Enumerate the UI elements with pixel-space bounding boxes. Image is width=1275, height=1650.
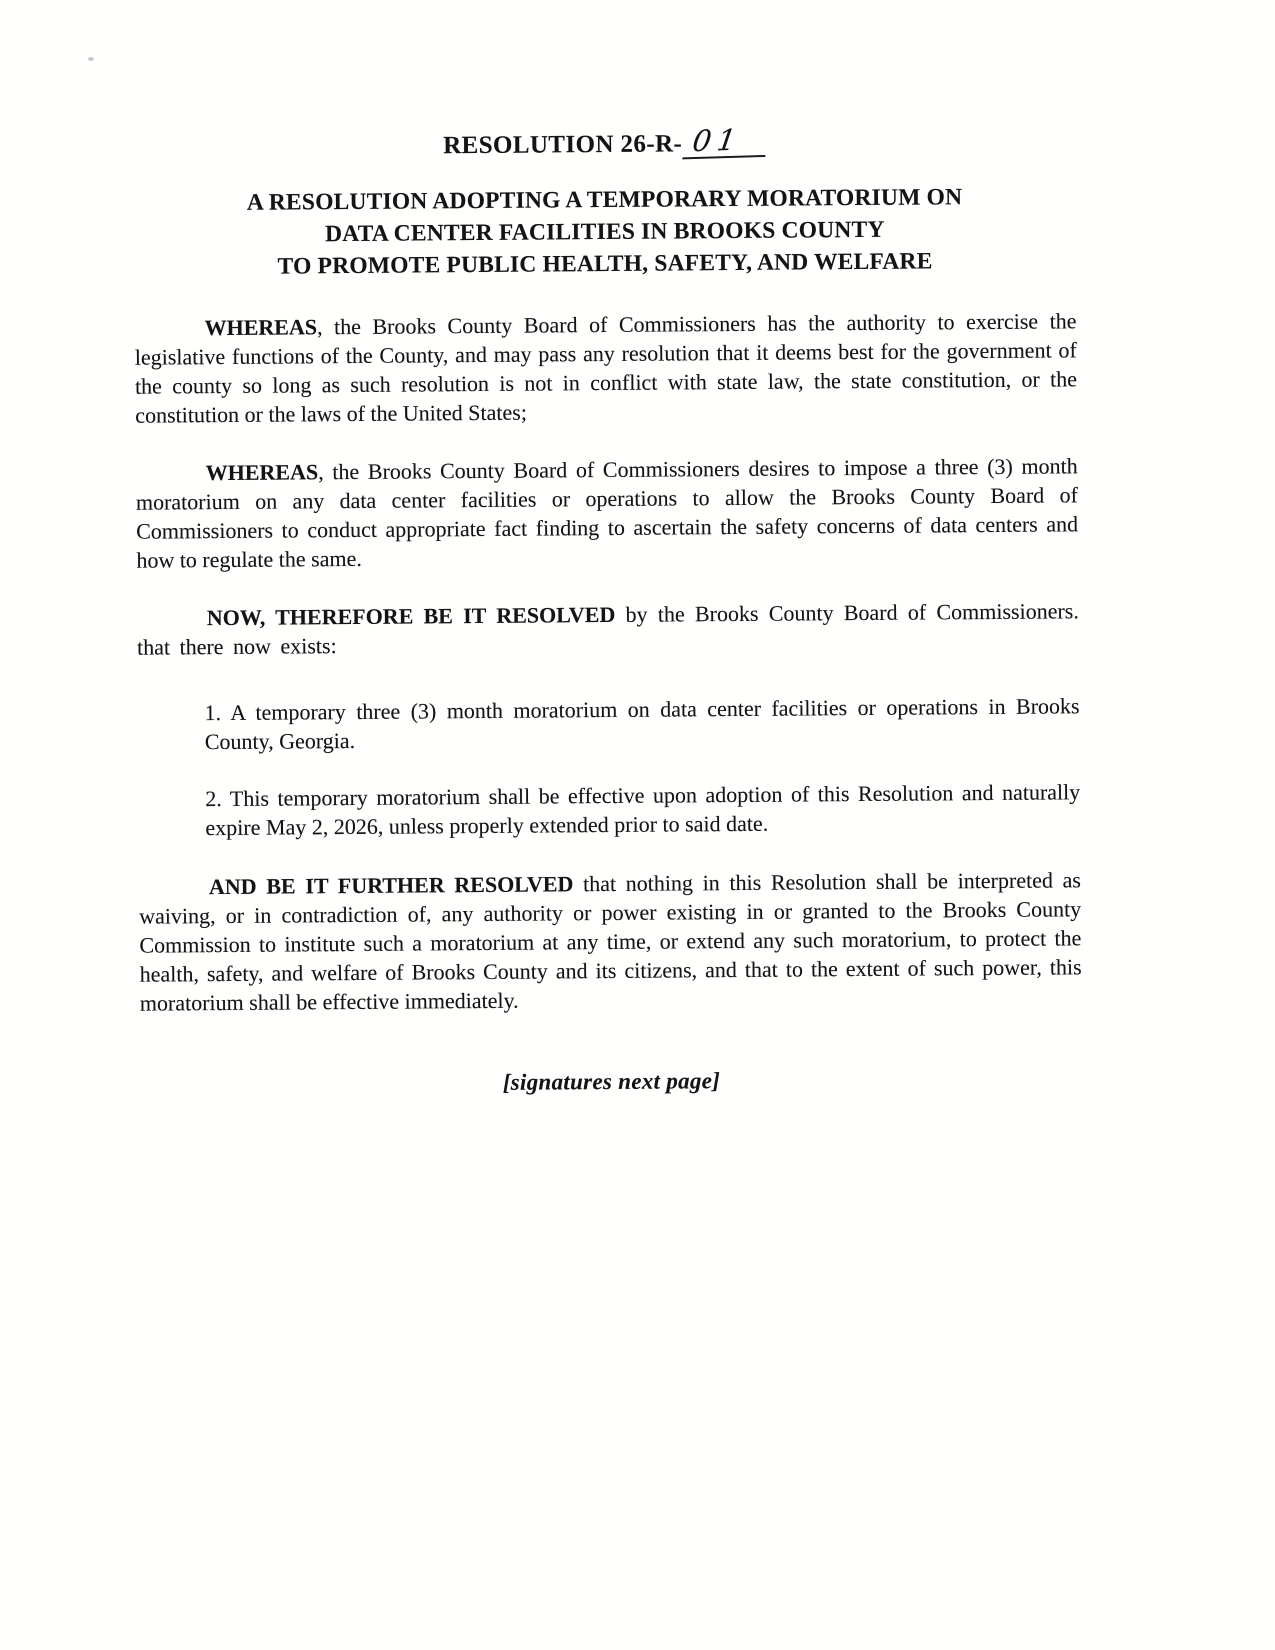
heading-line-3: TO PROMOTE PUBLIC HEALTH, SAFETY, AND WELFARE [277, 248, 933, 280]
resolved-lead: NOW, THEREFORE BE IT RESOLVED [206, 601, 616, 631]
resolution-title-prefix: RESOLUTION 26-R- [443, 130, 683, 160]
scan-artifact-speck [88, 57, 94, 61]
signature-note: [signatures next page] [502, 1068, 721, 1095]
further-resolved-paragraph [139, 865, 1082, 1017]
whereas-1-lead: WHEREAS [204, 314, 318, 341]
whereas-paragraph-2 [136, 451, 1079, 574]
whereas-2-text: , the Brooks County Board of Commissioners desires to impose a three (3) month moratorium on any data center facilities or operations to allow the Brooks County Board of Commissioners to conduct appropriate fact finding to ascertain the safety concerns of data centers and how to regulate the same. [135, 453, 1079, 573]
further-resolved-lead: AND BE IT FURTHER RESOLVED [208, 871, 574, 900]
document-content [133, 124, 1083, 1098]
resolved-text: by the Brooks County Board of Commissioners. that there now exists: [136, 598, 1079, 660]
whereas-2-lead: WHEREAS [205, 459, 319, 486]
list-item-1: 1. A temporary three (3) month moratorium on data center facilities or operations in Brooks County, Georgia. [204, 693, 1080, 755]
document-heading [133, 180, 1076, 283]
resolution-title [133, 124, 1075, 163]
whereas-paragraph-1 [134, 306, 1077, 429]
resolved-items-list [204, 691, 1080, 842]
heading-line-1: A RESOLUTION ADOPTING A TEMPORARY MORATORIUM ON [246, 184, 963, 216]
resolution-number-handwritten: 01 [682, 125, 770, 160]
resolved-paragraph [137, 596, 1079, 661]
list-item-2: 2. This temporary moratorium shall be effective upon adoption of this Resolution and naturally expire May 2, 2026, unless properly extended prior to said date. [205, 779, 1081, 841]
further-resolved-text: that nothing in this Resolution shall be interpreted as waiving, or in contradiction of, any authority or power existing in or granted to the Brooks County Commission to institute such a moratorium at any time, or extend any such moratorium, to protect the health, safety, and welfare of Brooks County and its citizens, and that to the extent of such power, this moratorium shall be effective immediately. [139, 867, 1082, 1016]
whereas-1-text: , the Brooks County Board of Commissioners has the authority to exercise the legislative functions of the County, and may pass any resolution that it deems best for the government of the county so long as such resolution is not in conflict with state law, the state constitution, or the constitution or the laws of the United States; [134, 308, 1078, 428]
heading-line-2: DATA CENTER FACILITIES IN BROOKS COUNTY [324, 216, 885, 248]
